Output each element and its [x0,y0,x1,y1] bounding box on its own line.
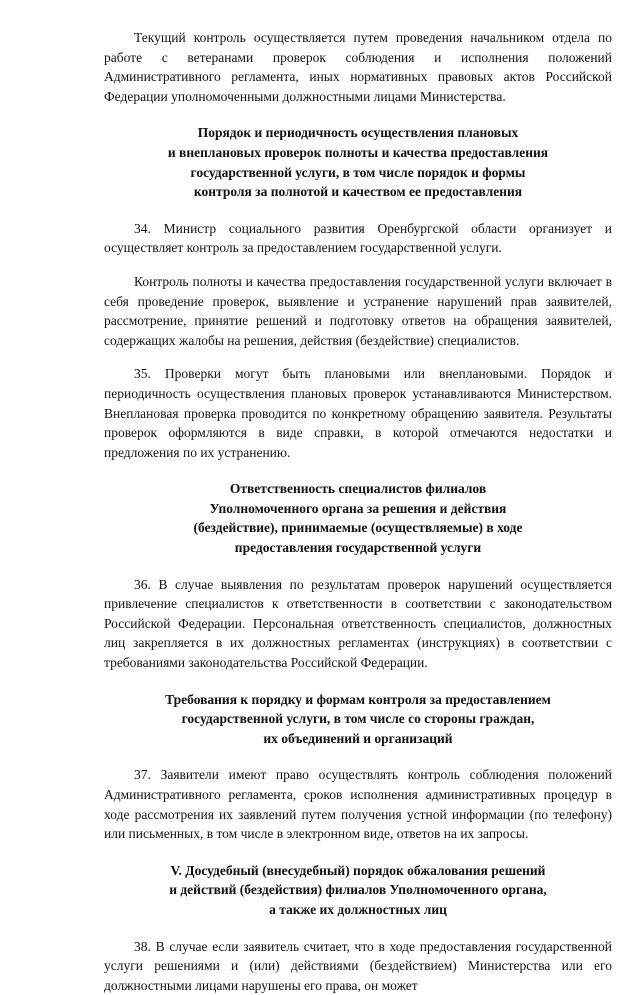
document-page [104,28,612,995]
heading-line: их объединений и организаций [263,730,453,746]
spacer [104,673,612,690]
paragraph-35: 35. Проверки могут быть плановыми или внеплановыми. Порядок и периодичность осуществления плановых проверок устанавливаются Министерством. Внеплановая проверка проводится по конкретному обращению заявителя. Результаты проверок оформляются в виде справки, в которой отмечаются недостатки и предложения по их устранению. [104,366,612,460]
heading-line: а также их должностных лиц [269,901,447,917]
heading-line: Требования к порядку и формам контроля за предоставлением [165,691,551,707]
paragraph-36: 36. В случае выявления по результатам проверок нарушений осуществляется привлечение специалистов к ответственности в соответствии с законодательством Российской Федерации. Персональная ответственность специалистов, должностных лиц закрепляется в их должностных регламентах (инструкциях) в соответствии с требованиями законодательства Российской Федерации. [104,576,612,671]
heading-line: государственной услуги, в том числе со стороны граждан, [181,711,535,727]
spacer [104,202,612,219]
heading-line: и внеплановых проверок полноты и качества предоставления [167,144,549,160]
paragraph-37: 37. Заявители имеют право осуществлять контроль соблюдения положений Административного регламента, сроков исполнения административных процедур в ходе рассмотрения их заявлений путем получения устной информации (по телефону) или письменных, в том числе в электронном виде, ответов на их запросы. [104,767,612,842]
heading-line: предоставления государственной услуги [234,540,482,556]
heading-line: V. Досудебный (внесудебный) порядок обжалования решений [170,862,546,878]
spacer [104,558,612,575]
heading-line: Порядок и периодичность осуществления плановых [197,125,519,141]
section-heading-inspections [104,123,612,201]
spacer [104,462,612,479]
spacer [104,920,612,937]
heading-line: (бездействие), принимаемые (осуществляемые) в ходе [193,520,523,536]
spacer [104,106,612,123]
heading-line: контроля за полнотой и качеством ее предоставления [193,184,523,200]
section-heading-responsibility [104,479,612,557]
spacer [104,258,612,272]
spacer [104,748,612,765]
section-heading-appeal [104,861,612,920]
heading-line: Уполномоченного органа за решения и действия [209,500,507,516]
paragraph-38: 38. В случае если заявитель считает, что в ходе предоставления государственной услуги решениями и (или) действиями (бездействием) Министерства или его должностными лицами нарушены его права, он может [104,938,612,993]
paragraph-current-control: Текущий контроль осуществляется путем проведения начальником отдела по работе с ветеранами проверок соблюдения и исполнения положений Административного регламента, иных нормативных правовых актов Российской Федерации уполномоченными должностными лицами Министерства. [104,30,612,104]
heading-line: государственной услуги, в том числе порядок и формы [190,164,526,180]
spacer [104,350,612,364]
paragraph-34: 34. Министр социального развития Оренбургской области организует и осуществляет контроль за предоставлением государственной услуги. [104,220,612,256]
spacer [104,844,612,861]
heading-line: Ответственность специалистов филиалов [229,481,487,497]
paragraph-quality-control: Контроль полноты и качества предоставления государственной услуги включает в себя проведение проверок, выявление и устранение нарушений прав заявителей, рассмотрение, принятие решений и подготовку ответов на обращения заявителей, содержащих жалобы на решения, действия (бездействие) специалистов. [104,273,612,348]
heading-line: и действий (бездействия) филиалов Уполномоченного органа, [169,882,547,898]
section-heading-control-requirements [104,690,612,749]
